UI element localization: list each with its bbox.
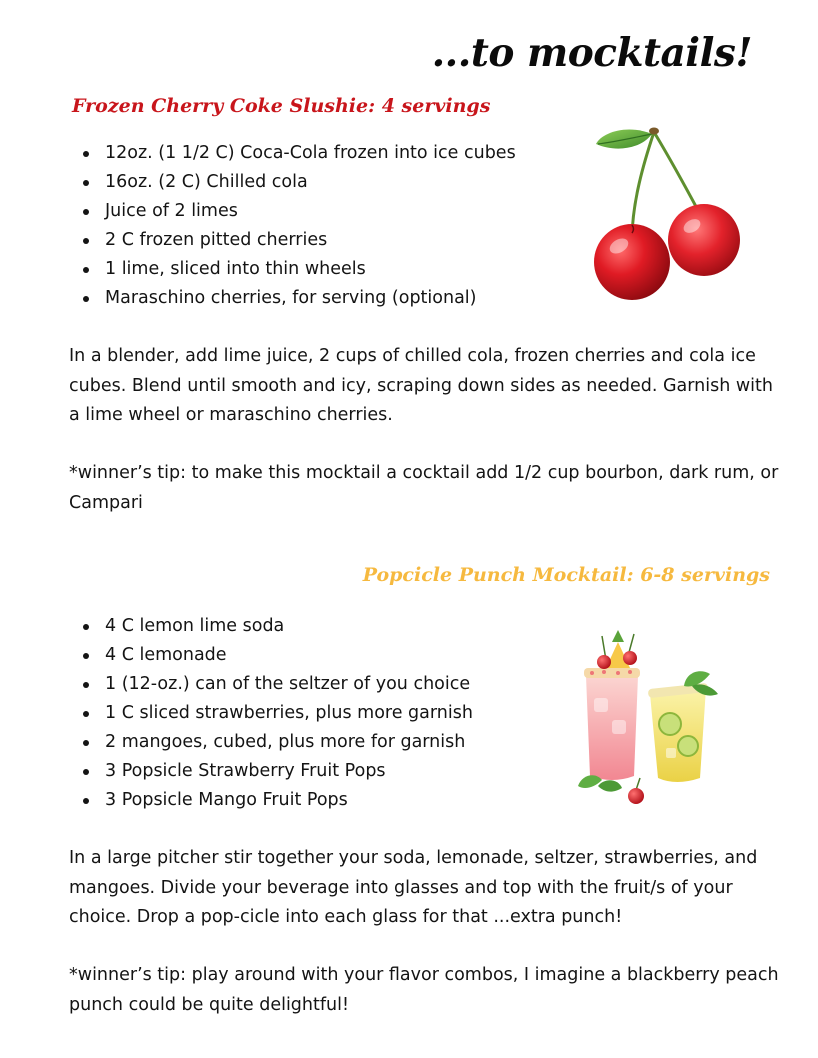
instructions-popsicle-punch: In a large pitcher stir together your soda, lemonade, seltzer, strawberries, and mangoes. Divide your beverage into glasses and top with the fruit/s of your choice. Drop a pop-cicle into each glass for that ...extra punch! (69, 848, 758, 927)
cherries-illustration (588, 122, 748, 304)
ingredient-list-popsicle-punch (71, 612, 473, 815)
mocktail-glasses-illustration (572, 628, 720, 808)
tip-popsicle-punch: *winner’s tip: play around with your flavor combos, I imagine a blackberry peach punch could be quite delightful! (69, 965, 779, 1015)
ingredient-item: 16oz. (2 C) Chilled cola (71, 168, 516, 197)
ingredient-item: 1 (12-oz.) can of the seltzer of you choice (71, 670, 473, 699)
ingredient-item: 4 C lemonade (71, 641, 473, 670)
page-title: ...to mocktails! (431, 30, 752, 76)
instructions-cherry-slushie: In a blender, add lime juice, 2 cups of chilled cola, frozen cherries and cola ice cubes. Blend until smooth and icy, scraping down sides as needed. Garnish with a lime wheel or maraschino cherries. (69, 346, 773, 425)
ingredient-item: 3 Popsicle Strawberry Fruit Pops (71, 757, 473, 786)
ingredient-item: Juice of 2 limes (71, 197, 516, 226)
ingredient-item: 2 C frozen pitted cherries (71, 226, 516, 255)
ingredient-item: 2 mangoes, cubed, plus more for garnish (71, 728, 473, 757)
ingredient-item: 1 C sliced strawberries, plus more garnish (71, 699, 473, 728)
recipe-title-popsicle-punch: Popcicle Punch Mocktail: 6-8 servings (362, 564, 770, 586)
ingredient-list-cherry-slushie (71, 139, 516, 313)
recipe-title-cherry-slushie: Frozen Cherry Coke Slushie: 4 servings (72, 95, 491, 117)
ingredient-item: 3 Popsicle Mango Fruit Pops (71, 786, 473, 815)
ingredient-item: 4 C lemon lime soda (71, 612, 473, 641)
ingredient-item: Maraschino cherries, for serving (optional) (71, 284, 516, 313)
tip-cherry-slushie: *winner’s tip: to make this mocktail a cocktail add 1/2 cup bourbon, dark rum, or Campari (69, 463, 779, 513)
ingredient-item: 12oz. (1 1/2 C) Coca-Cola frozen into ice cubes (71, 139, 516, 168)
ingredient-item: 1 lime, sliced into thin wheels (71, 255, 516, 284)
